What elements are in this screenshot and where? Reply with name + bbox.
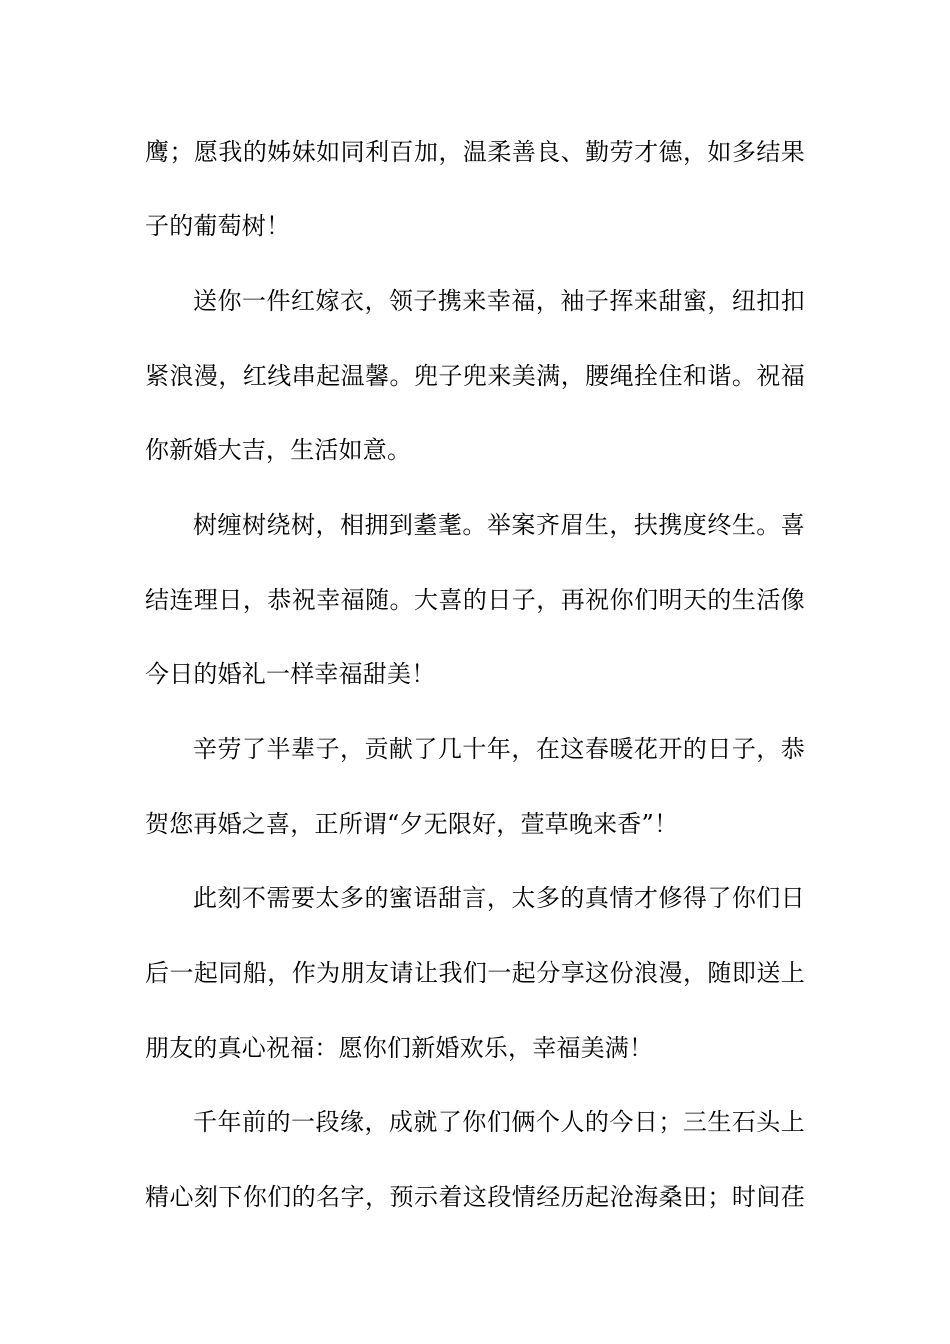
text-line: 你新婚大吉，生活如意。 (145, 436, 412, 464)
paragraph-first-line: 此刻不需要太多的蜜语甜言，太多的真情才修得了你们日 (193, 884, 805, 912)
text-line: 贺您再婚之喜，正所谓“夕无限好，萱草晚来香”！ (145, 810, 679, 838)
text-line: 子的葡萄树！ (145, 212, 291, 240)
text-line: 精心刻下你们的名字，预示着这段情经历起沧海桑田；时间荏 (145, 1183, 805, 1211)
paragraph-first-line: 树缠树绕树，相拥到耋耄。举案齐眉生，扶携度终生。喜 (193, 511, 805, 539)
text-line: 紧浪漫，红线串起温馨。兜子兜来美满，腰绳拴住和谐。祝福 (145, 362, 805, 390)
text-line: 鹰；愿我的姊妹如同利百加，温柔善良、勤劳才德，如多结果 (145, 138, 805, 166)
text-line: 后一起同船，作为朋友请让我们一起分享这份浪漫，随即送上 (145, 959, 805, 987)
paragraph-first-line: 千年前的一段缘，成就了你们俩个人的今日；三生石头上 (193, 1108, 805, 1136)
text-line: 今日的婚礼一样幸福甜美！ (145, 660, 436, 688)
paragraph-first-line: 辛劳了半辈子，贡献了几十年，在这春暖花开的日子，恭 (193, 735, 805, 763)
text-line: 结连理日，恭祝幸福随。大喜的日子，再祝你们明天的生活像 (145, 586, 805, 614)
text-line: 朋友的真心祝福：愿你们新婚欢乐，幸福美满！ (145, 1034, 654, 1062)
paragraph-first-line: 送你一件红嫁衣，领子携来幸福，袖子挥来甜蜜，纽扣扣 (193, 287, 805, 315)
